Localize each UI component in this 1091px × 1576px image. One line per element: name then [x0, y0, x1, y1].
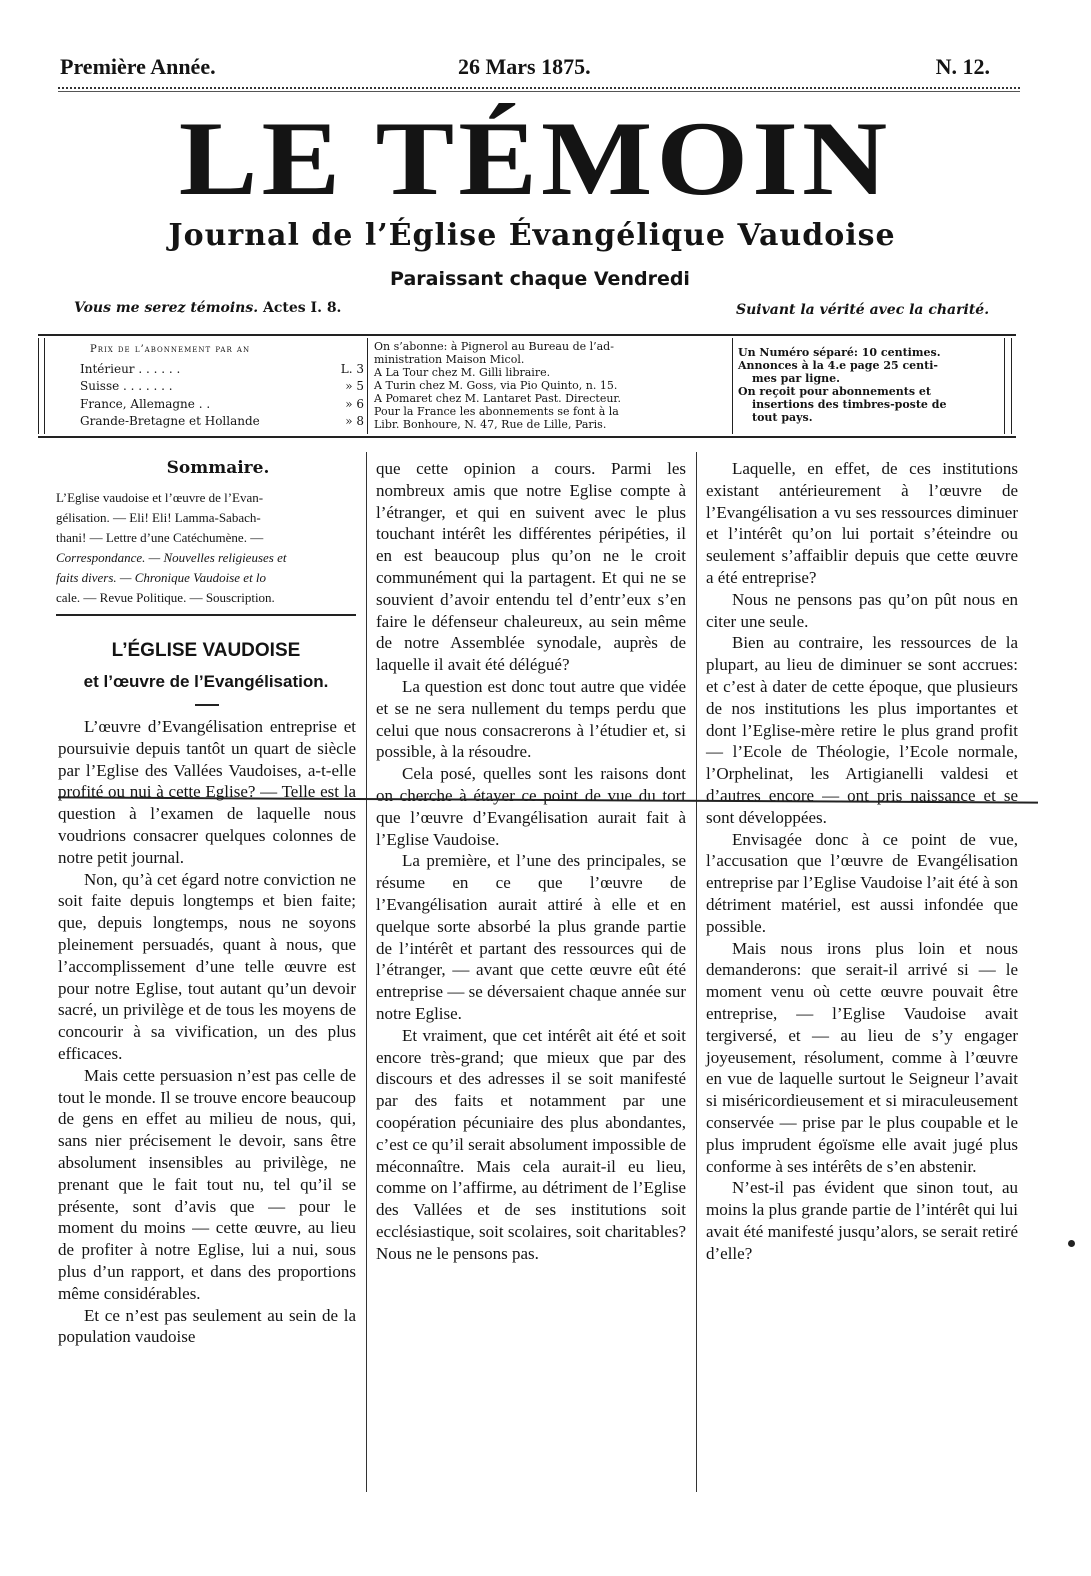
- info-line: Pour la France les abonnements se font à la: [374, 405, 619, 418]
- price-value: L. 3: [340, 362, 364, 376]
- paragraph: La question est donc tout autre que vidée et se ne sera nullement du temps perdu que celui que nous consacrerons à l’étudier et, si possible, à la résoudre.: [376, 676, 686, 762]
- column-rule: [366, 452, 367, 1492]
- newspaper-title: LE TÉMOIN: [178, 99, 892, 218]
- summary-line: thani! — Lettre d’une Catéchumène. —: [56, 530, 264, 545]
- summary-line: gélisation. — Eli! Eli! Lamma-Sabach-: [56, 510, 261, 525]
- motto-left-text: Vous me serez témoins.: [74, 300, 259, 316]
- year-label: Première Année.: [60, 54, 216, 79]
- article-subtitle: et l’œuvre de l’Evangélisation.: [83, 672, 329, 691]
- info-line: Un Numéro séparé: 10 centimes.: [738, 346, 941, 359]
- info-line: ministration Maison Micol.: [374, 353, 525, 366]
- issue-number: N. 12.: [935, 54, 990, 79]
- info-line: A Turin chez M. Goss, via Pio Quinto, n. 15.: [374, 379, 618, 392]
- issue-date: 26 Mars 1875.: [458, 54, 591, 79]
- motto-right: Suivant la vérité avec la charité.: [736, 302, 990, 318]
- box-border-left: [38, 338, 39, 434]
- box-divider-2: [732, 338, 733, 434]
- box-border-left-inner: [44, 338, 45, 434]
- header-rule: [58, 87, 1020, 92]
- info-line: Annonces à la 4.e page 25 centi-: [738, 359, 938, 372]
- info-line: On s’abonne: à Pignerol au Bureau de l’ad-: [374, 340, 614, 353]
- paragraph: Mais nous irons plus loin et nous demanderons: que serait-il arrivé si — le moment venu où cette œuvre pouvait être entreprise, — l’Eglise Vaudoise avait tergiversé, et — au lieu de s’y engager joyeusement, résolument, comme à l’œuvre en vue de laquelle surtout le Seigneur l’avait si miséricordieusement et si miraculeusement conservée — prise par le plus coupable et le plus imprudent égoïsme elle avait jugé plus conforme à ses intérêts de s’en abstenir.: [706, 938, 1018, 1176]
- price-label: Grande-Bretagne et Hollande: [80, 414, 260, 428]
- column-2: [376, 458, 686, 1264]
- paragraph: Laquelle, en effet, de ces institutions existant antérieurement à l’œuvre de l’Evangélisation a vu ses ressources diminuer et l’intérêt qu’on lui portait s’éteindre ou seulement s’affaiblir depuis que cette œuvre a été entreprise?: [706, 459, 1018, 587]
- price-value: » 6: [345, 397, 364, 411]
- info-line: A Pomaret chez M. Lantaret Past. Directeur.: [374, 392, 621, 405]
- summary-line: Correspondance. — Nouvelles religieuses et: [56, 550, 287, 565]
- info-line: Libr. Bonhoure, N. 47, Rue de Lille, Paris.: [374, 418, 607, 431]
- price-value: » 5: [345, 379, 364, 393]
- price-row: [80, 379, 370, 396]
- paragraph: Et vraiment, que cet intérêt ait été et soit encore très-grand; que mieux que par des discours et des adresses il se soit manifesté par des faits et notamment par une coopération pécuniaire des plus abondantes, c’est ce qu’il serait absolument impossible de méconnaître. Mais cela aurait-il eu lieu, comme on l’affirme, au détriment de l’Eglise des Vallées et de ses institutions soit ecclésiastique, soit scolaires, soit charitables? Nous ne le pensons pas.: [376, 1025, 686, 1263]
- motto-left-ref: Actes I. 8.: [263, 300, 342, 316]
- price-label: Intérieur . . . . . .: [80, 362, 181, 376]
- paragraph: Envisagée donc à ce point de vue, l’accusation que l’œuvre de Evangélisation entreprise par l’Eglise Vaudoise l’ait été à son détriment matériel, est aussi infondée que possible.: [706, 829, 1018, 936]
- summary-rule: [56, 614, 356, 616]
- paragraph: Nous ne pensons pas qu’on pût nous en citer une seule.: [706, 589, 1018, 631]
- motto-left: [74, 300, 341, 316]
- publication-frequency: Paraissant chaque Vendredi: [390, 268, 690, 290]
- paragraph: Bien au contraire, les ressources de la plupart, au lieu de diminuer se sont accrues: et c’est à dater de cette époque, que plusieurs de nos institutions les plus importantes et dont l’Eglise-mère retire le plus grand profit — l’Ecole de Théologie, l’Ecole normale, l’Orphelinat, les Artigianelli valdesi et d’autres encore — ont pris naissance et se sont développées.: [706, 633, 1018, 827]
- subscription-info: [374, 340, 729, 431]
- summary-line: faits divers. — Chronique Vaudoise et lo: [56, 570, 267, 585]
- subscription-box: [38, 334, 1016, 438]
- paragraph: La première, et l’une des principales, se résume en ce que l’œuvre de l’Evangélisation aurait attiré à elle et en quelque sorte absorbé la plus grande partie de l’intérêt et partant des ressources qui de l’étranger, — avant que cette œuvre eût été entreprise — se déversaient chaque année sur notre Eglise.: [376, 851, 686, 1023]
- box-border-right: [1011, 338, 1012, 434]
- paragraph: L’œuvre d’Evangélisation entreprise et poursuivie depuis tantôt un quart de siècle par l’Eglise des Vallées Vaudoises, a-t-elle profité ou nui à cette Eglise? — Telle est la question à l’examen de laquelle nous voudrions consacrer quelques colonnes de notre petit journal.: [58, 717, 356, 867]
- summary-line: cale. — Revue Politique. — Souscription.: [56, 590, 275, 605]
- paragraph: Non, qu’à cet égard notre conviction ne soit faite depuis longtemps et bien faite; que, depuis longtemps, nous ne soyons pleinement persuadés, quant à nous, que l’accomplissement d’une telle œuvre est pour notre Eglise, tout autant qu’un devoir sacré, un privilège et de tous les moyens de concourir à sa vivification, un des plus efficaces.: [58, 869, 356, 1063]
- price-label: France, Allemagne . .: [80, 397, 211, 411]
- info-line: tout pays.: [752, 411, 813, 424]
- ink-speck: [1068, 1240, 1075, 1247]
- newspaper-subtitle: Journal de l’Église Évangélique Vaudoise: [168, 218, 896, 253]
- info-line: A La Tour chez M. Gilli libraire.: [374, 366, 551, 379]
- paragraph: Et ce n’est pas seulement au sein de la population vaudoise: [58, 1305, 356, 1347]
- article-dash: [195, 704, 219, 706]
- price-value: » 8: [345, 414, 364, 428]
- summary-line: L’Eglise vaudoise et l’œuvre de l’Evan-: [56, 490, 264, 505]
- price-row: [80, 362, 370, 379]
- paragraph: Mais cette persuasion n’est pas celle de tout le monde. Il se trouve encore beaucoup de gens en effet au milieu de nous, qui, sans nier précisement le devoir, sans être absolument insensibles au privilège, ne prenant que le fait tout nu, tel qu’il se présente, sont d’avis que — pour le moment du moins — cette œuvre, au lieu de profiter à notre Eglise, lui a nui, sous plus d’un rapport, et dans des proportions même considérables.: [58, 1065, 356, 1303]
- summary-body: [56, 488, 356, 608]
- price-title: Prix de l’abonnement par an: [90, 344, 251, 355]
- summary-title: Sommaire.: [166, 458, 270, 478]
- price-row: [80, 397, 370, 414]
- info-line: insertions des timbres-poste de: [752, 398, 947, 411]
- paragraph: que cette opinion a cours. Parmi les nombreux amis que notre Eglise compte à l’étranger, et qui en suivent avec le plus touchant intérêt les différentes péripéties, il en est beaucoup plus qu’on ne le croit communément qui la partagent. Et qui ne se souvient d’avoir entendu tel d’entr’eux s’en faire le défenseur chaleureux, au sein même de notre Assemblée synodale, auprès de laquelle il avait été délégué?: [376, 459, 686, 675]
- column-3: [706, 458, 1018, 1264]
- column-1: [58, 716, 356, 1348]
- info-line: mes par ligne.: [752, 372, 840, 385]
- price-label: Suisse . . . . . . .: [80, 379, 173, 393]
- advert-info: [738, 346, 1006, 424]
- paragraph: Cela posé, quelles sont les raisons dont on cherche à étayer ce point de vue du tort que l’œuvre d’Evangélisation aurait fait à l’Eglise Vaudoise.: [376, 764, 686, 849]
- top-line: [60, 54, 1020, 80]
- price-row: [80, 414, 370, 431]
- info-line: On reçoit pour abonnements et: [738, 385, 931, 398]
- article-title: L’ÉGLISE VAUDOISE: [111, 640, 301, 661]
- column-rule: [696, 452, 697, 1492]
- paragraph: N’est-il pas évident que sinon tout, au moins la plus grande partie de l’intérêt qui lui avait été manifesté jusqu’alors, se serait retiré d’elle?: [706, 1178, 1018, 1263]
